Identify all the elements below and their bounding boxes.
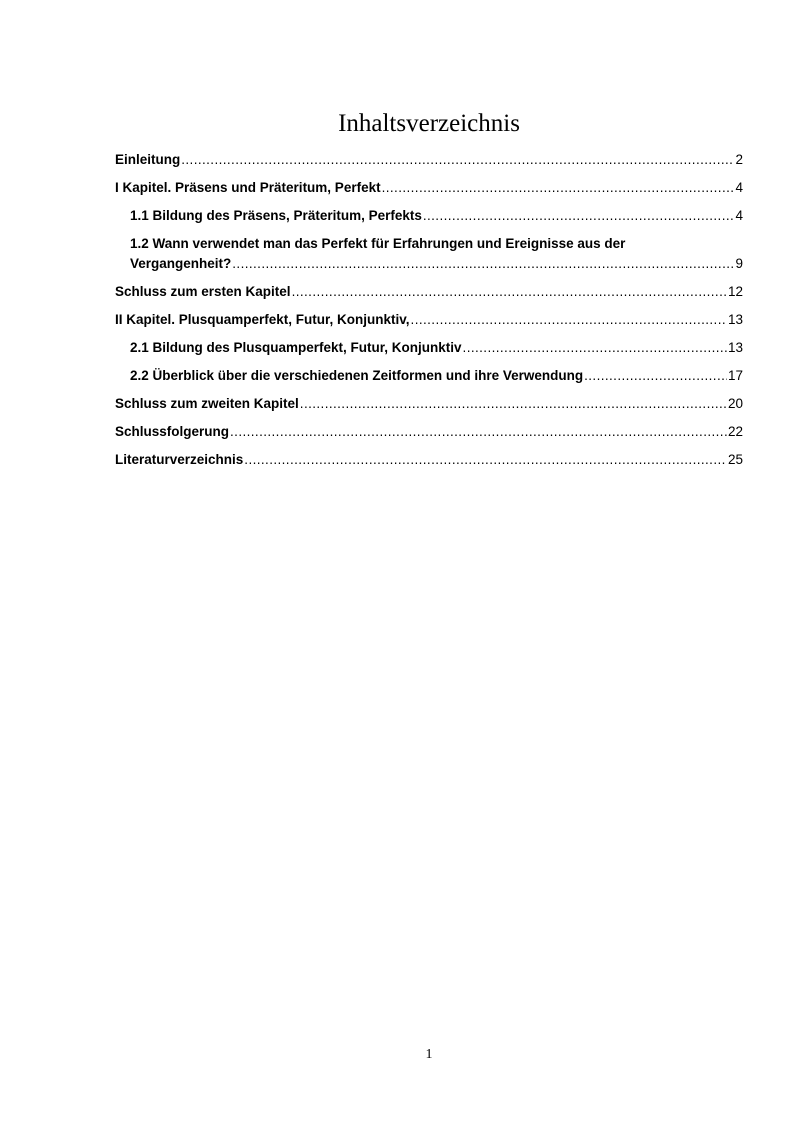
toc-entry-2-2[interactable] [115, 366, 743, 386]
toc-entry-schluss-2[interactable] [115, 394, 743, 414]
toc-entry-title: 2.1 Bildung des Plusquamperfekt, Futur, Konjunktiv [130, 340, 462, 355]
toc-entry-page: 4 [735, 208, 743, 223]
toc-entry-kapitel-2[interactable] [115, 310, 743, 330]
toc-entry-page: 12 [727, 284, 743, 299]
toc-entry-title: II Kapitel. Plusquamperfekt, Futur, Konjunktiv, [115, 312, 410, 327]
toc-dot-leader [423, 206, 735, 226]
toc-dot-leader [292, 282, 727, 302]
toc-dot-leader [411, 310, 727, 330]
toc-entry-schlussfolgerung[interactable] [115, 422, 743, 442]
table-of-contents [115, 150, 743, 478]
toc-dot-leader [232, 254, 734, 274]
toc-entry-title: Schluss zum ersten Kapitel [115, 284, 291, 299]
toc-entry-literaturverzeichnis[interactable] [115, 450, 743, 470]
toc-entry-title: I Kapitel. Präsens und Präteritum, Perfekt [115, 180, 381, 195]
toc-entry-title: Einleitung [115, 152, 181, 167]
toc-entry-page: 13 [727, 312, 743, 327]
toc-entry-page: 13 [727, 340, 743, 355]
toc-entry-title: 2.2 Überblick über die verschiedenen Zeitformen und ihre Verwendung [130, 368, 584, 383]
toc-entry-title-line2: Vergangenheit? [130, 256, 232, 271]
toc-entry-1-1[interactable] [115, 206, 743, 226]
toc-entry-title-line1: 1.2 Wann verwendet man das Perfekt für Erfahrungen und Ereignisse aus der [130, 236, 626, 251]
page-title: Inhaltsverzeichnis [338, 110, 520, 137]
toc-dot-leader [181, 150, 734, 170]
toc-dot-leader [244, 450, 727, 470]
toc-entry-2-1[interactable] [115, 338, 743, 358]
toc-entry-kapitel-1[interactable] [115, 178, 743, 198]
toc-entry-page: 20 [727, 396, 743, 411]
toc-entry-page: 9 [735, 256, 743, 271]
toc-entry-title: Schlussfolgerung [115, 424, 230, 439]
toc-entry-title: 1.1 Bildung des Präsens, Präteritum, Perfekts [130, 208, 422, 223]
toc-entry-schluss-1[interactable] [115, 282, 743, 302]
toc-dot-leader [463, 338, 727, 358]
toc-entry-page: 17 [727, 368, 743, 383]
toc-entry-title: Schluss zum zweiten Kapitel [115, 396, 299, 411]
toc-entry-page: 25 [727, 452, 743, 467]
toc-entry-page: 2 [735, 152, 743, 167]
toc-entry-page: 4 [735, 180, 743, 195]
toc-dot-leader [382, 178, 735, 198]
footer-page-number: 1 [425, 1047, 433, 1062]
toc-entry-1-2[interactable] [115, 234, 743, 274]
toc-dot-leader [300, 394, 727, 414]
toc-entry-einleitung[interactable] [115, 150, 743, 170]
toc-entry-page: 22 [727, 424, 743, 439]
toc-entry-title: Literaturverzeichnis [115, 452, 244, 467]
toc-dot-leader [584, 366, 727, 386]
toc-dot-leader [230, 422, 727, 442]
